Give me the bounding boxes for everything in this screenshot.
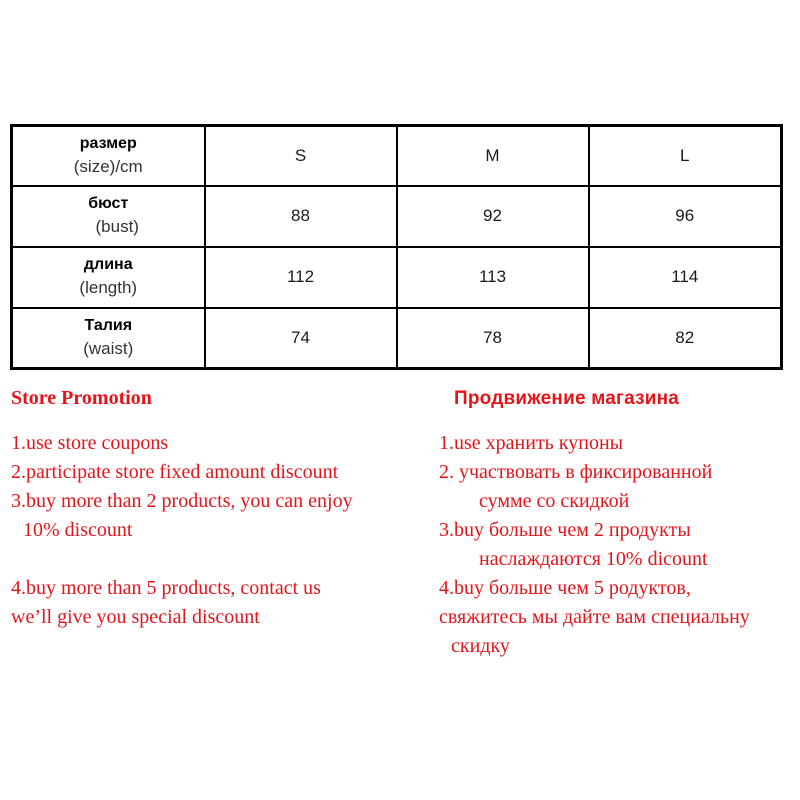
row-label-ru: длина <box>83 256 133 273</box>
table-cell: 88 <box>205 186 397 247</box>
header-label-en: (size)/cm <box>73 156 143 176</box>
promotion-item-en: we’ll give you special discount <box>11 606 260 628</box>
promotion-item-ru: 1.use хранить купоны <box>439 432 624 454</box>
promotion-list-en <box>11 429 353 632</box>
row-label-cell <box>12 247 205 308</box>
promotion-list-ru <box>439 429 750 661</box>
promotion-item-ru: 3.buy больше чем 2 продукты <box>439 519 691 541</box>
header-label-cell <box>12 126 205 186</box>
table-row-waist <box>12 308 782 369</box>
promotion-item-ru: 2. участвовать в фиксированной <box>439 461 713 483</box>
row-label-ru: Талия <box>84 316 133 334</box>
promotion-item-ru: скидку <box>451 635 510 657</box>
size-header-l: L <box>589 126 782 186</box>
row-label-en: (waist) <box>83 338 134 358</box>
row-label-cell <box>12 308 205 369</box>
table-cell: 82 <box>589 308 782 369</box>
row-label-en: (length) <box>79 278 138 297</box>
promotion-item-ru: сумме со скидкой <box>479 490 630 512</box>
table-header-row <box>12 126 782 186</box>
table-cell: 74 <box>205 308 397 369</box>
promotion-item-en: 10% discount <box>23 519 133 541</box>
promotion-item-ru: наслаждаются 10% dicount <box>479 548 708 570</box>
promotion-item-en: 2.participate store fixed amount discount <box>11 461 339 483</box>
header-label-ru: размер <box>79 134 137 152</box>
size-header-m: M <box>397 126 589 186</box>
row-label-cell <box>12 186 205 247</box>
size-header-s: S <box>205 126 397 186</box>
table-row-length <box>12 247 782 308</box>
table-row-bust <box>12 186 782 247</box>
promotion-item-en: 4.buy more than 5 products, contact us <box>11 577 321 599</box>
size-chart-table <box>10 124 783 370</box>
table-cell: 96 <box>589 186 782 247</box>
table-cell: 92 <box>397 186 589 247</box>
spacer <box>11 545 353 574</box>
table-cell: 78 <box>397 308 589 369</box>
table-cell: 114 <box>589 247 782 308</box>
promotion-item-ru: 4.buy больше чем 5 родуктов, <box>439 577 691 599</box>
promotion-title-ru: Продвижение магазина <box>454 388 680 409</box>
row-label-en: (bust) <box>95 217 139 236</box>
table-cell: 112 <box>205 247 397 308</box>
promotion-title-en: Store Promotion <box>11 387 152 409</box>
table-cell: 113 <box>397 247 589 308</box>
promotion-item-en: 1.use store coupons <box>11 432 169 454</box>
promotion-item-ru: свяжитесь мы дайте вам специальну <box>439 606 750 628</box>
row-label-ru: бюст <box>88 195 129 212</box>
promotion-item-en: 3.buy more than 2 products, you can enjoy <box>11 490 353 512</box>
